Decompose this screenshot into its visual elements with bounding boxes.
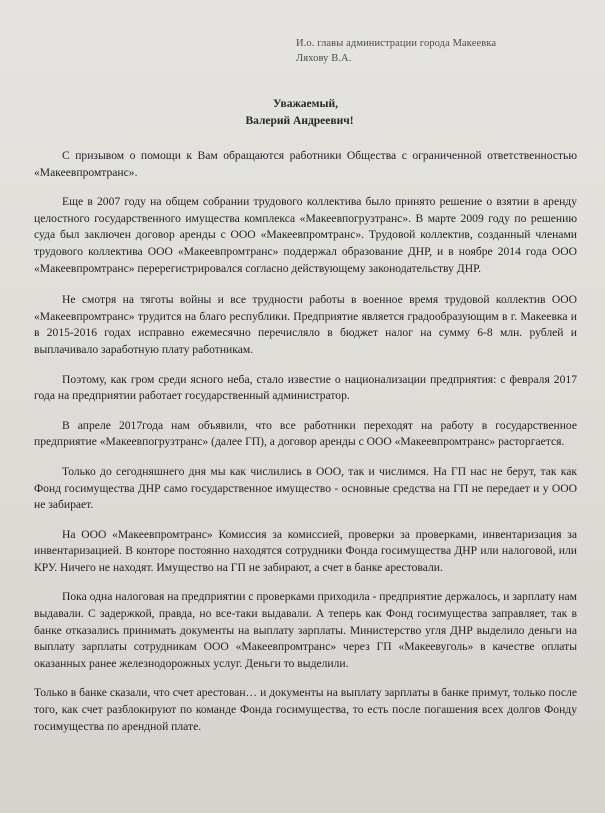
paragraph-bank: Только в банке сказали, что счет арестован… и документы на выплату зарплаты в банке примут, только после того, как счет разблокируют по команде Фонда госимущества, то есть после погашения всех долгов Фонду госимущества по арендной плате. [34,686,577,733]
paragraph-status: Только до сегодняшнего дня мы как числились в ООО, так и числимся. На ГП нас не берут, так как Фонд госимущества ДНР само государственное имущество - основные средства на ГП не передает и у ООО не забирает. [34,464,577,512]
paragraph-appeal: С призывом о помощи к Вам обращаются работники Общества с ограниченной ответственностью «Макеевпромтранс». [34,149,577,179]
paragraph-inspections: На ООО «Макеевпромтранс» Комиссия за комиссией, проверки за проверками, инвентаризация за инвентаризацией. В конторе постоянно находятся сотрудники Фонда госимущества ДНР или налоговой, или КРУ. Ничего не находят. Имущество на ГП не забирают, а счет в банке арестовали. [34,527,577,574]
greeting [34,96,577,130]
greeting-line-1: Уважаемый, [273,98,338,110]
paragraph-salary: Пока одна налоговая на предприятии с проверками приходила - предприятие держалось, и зарплату нам выдавали. С задержкой, правда, но все-таки выдавали. А теперь как Фонд госимущества заправляет, так в банке отказались принимать документы на выплату зарплаты. Министерство угля ДНР выделило деньги на выплату зарплаты сотрудникам ООО «Макеевпромтранс» через ГП «Макеевуголь» в качестве оплаты оказанных ранее железнодорожных услуг. Деньги то выделили. [34,590,577,670]
paragraph-transfer: В апреле 2017года нам объявили, что все работники переходят на работу в государственное предприятие «Макеевпогрузтранс» (далее ГП), а договор аренды с ООО «Макеевпромтранс» расторгается. [34,418,577,449]
paragraph-lease-history: Еще в 2007 году на общем собрании трудового коллектива было принято решение о взятии в аренду целостного государственного имущества комплекса «Макеевпогрузтранс». В марте 2009 году по решению суда был заключен договор аренды с ООО «Макеевпромтранс». Трудовой коллектив, созданный членами трудового коллектива ООО «Макеевпромтранс» поддержал образование ДНР, и в ноябре 2014 года ООО «Макеевпромтранс» перерегистрировался согласно действующему законодательству ДНР. [34,195,577,275]
addressee-position: И.о. главы администрации города Макеевка [296,38,497,49]
addressee-block [296,36,577,66]
paragraph-nationalization: Поэтому, как гром среди ясного неба, стало известие о национализации предприятия: с февраля 2017 года на предприятии работает государственный администратор. [34,372,577,403]
letter-body [34,148,577,735]
paragraph-wartime-work: Не смотря на тяготы войны и все трудности работы в военное время трудовой коллектив ООО «Макеевпромтранс» трудится на благо республики. Предприятие является градообразующим в г. Макеевка и в 2015-2016 годах исправно ежемесячно перечисляло в бюджет налог на сумму 6-8 млн. рублей и выплачивало заработную плату работникам. [34,293,577,356]
greeting-line-2: Валерий Андреевич! [245,115,354,127]
addressee-name: Ляхову В.А. [296,53,352,64]
